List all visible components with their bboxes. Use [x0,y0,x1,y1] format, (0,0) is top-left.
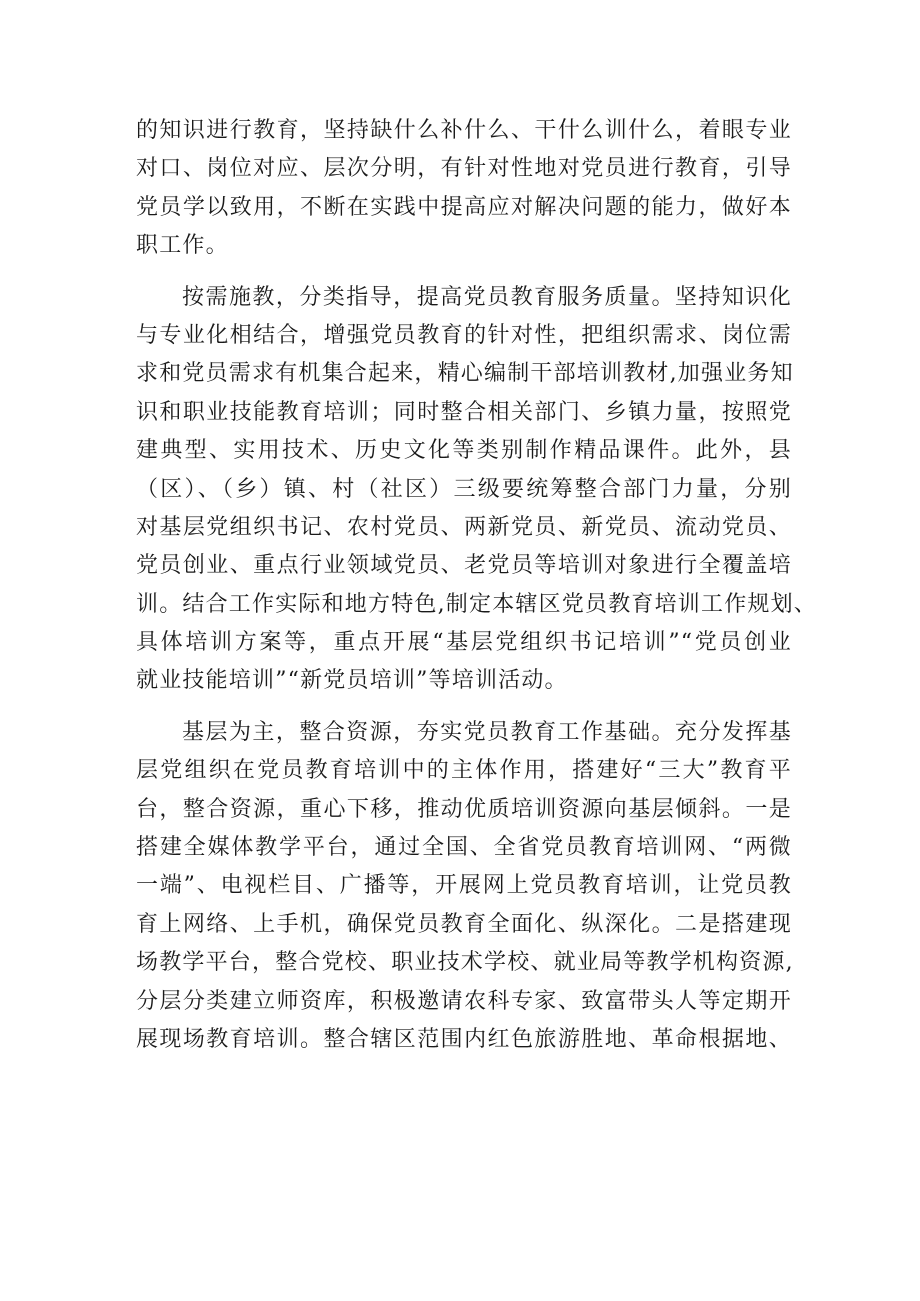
text-line: 按需施教，分类指导，提高党员教育服务质量。坚持知识化 [182,284,792,310]
text-line: 层党组织在党员教育培训中的主体作用，搭建好“三大”教育平 [136,758,792,784]
paragraph-3 [136,714,792,1060]
text-line: 建典型、实用技术、历史文化等类别制作精品课件。此外，县 [136,438,792,464]
text-line: 就业技能培训”“新党员培训”等培训活动。 [136,668,568,694]
text-line: 对口、岗位对应、层次分明，有针对性地对党员进行教育，引导 [136,156,792,182]
text-line: 识和职业技能教育培训；同时整合相关部门、乡镇力量，按照党 [136,399,792,425]
text-line: 育上网络、上手机，确保党员教育全面化、纵深化。二是搭建现 [136,911,792,937]
text-line: 一端”、电视栏目、广播等，开展网上党员教育培训，让党员教 [136,873,792,899]
text-line: 展现场教育培训。整合辖区范围内红色旅游胜地、革命根据地、 [136,1026,792,1052]
text-line: 分层分类建立师资库，积极邀请农科专家、致富带头人等定期开 [136,988,792,1014]
text-line: 职工作。 [136,233,229,259]
text-line: 场教学平台，整合党校、职业技术学校、就业局等教学机构资源, [136,950,794,976]
text-line: 对基层党组织书记、农村党员、两新党员、新党员、流动党员、 [136,514,792,540]
paragraph-2 [136,279,817,701]
text-line: 台，整合资源，重心下移，推动优质培训资源向基层倾斜。一是 [136,796,792,822]
text-line: 求和党员需求有机集合起来，精心编制干部培训教材,加强业务知 [136,361,794,387]
text-line: 训。结合工作实际和地方特色,制定本辖区党员教育培训工作规划、 [136,591,817,617]
text-line: 搭建全媒体教学平台，通过全国、全省党员教育培训网、“两微 [136,835,792,861]
text-line: 基层为主，整合资源，夯实党员教育工作基础。充分发挥基 [182,719,792,745]
text-line: 党员创业、重点行业领域党员、老党员等培训对象进行全覆盖培 [136,553,792,579]
text-line: 党员学以致用，不断在实践中提高应对解决问题的能力，做好本 [136,194,792,220]
text-line: 具体培训方案等，重点开展“基层党组织书记培训”“党员创业 [136,630,792,656]
text-line: 与专业化相结合，增强党员教育的针对性，把组织需求、岗位需 [136,322,792,348]
text-line: 的知识进行教育，坚持缺什么补什么、干什么训什么，着眼专业 [136,118,792,143]
paragraph-1 [136,112,792,266]
document-page [136,112,817,1059]
text-line: （区）、（乡）镇、村（社区）三级要统筹整合部门力量，分别 [136,476,792,502]
